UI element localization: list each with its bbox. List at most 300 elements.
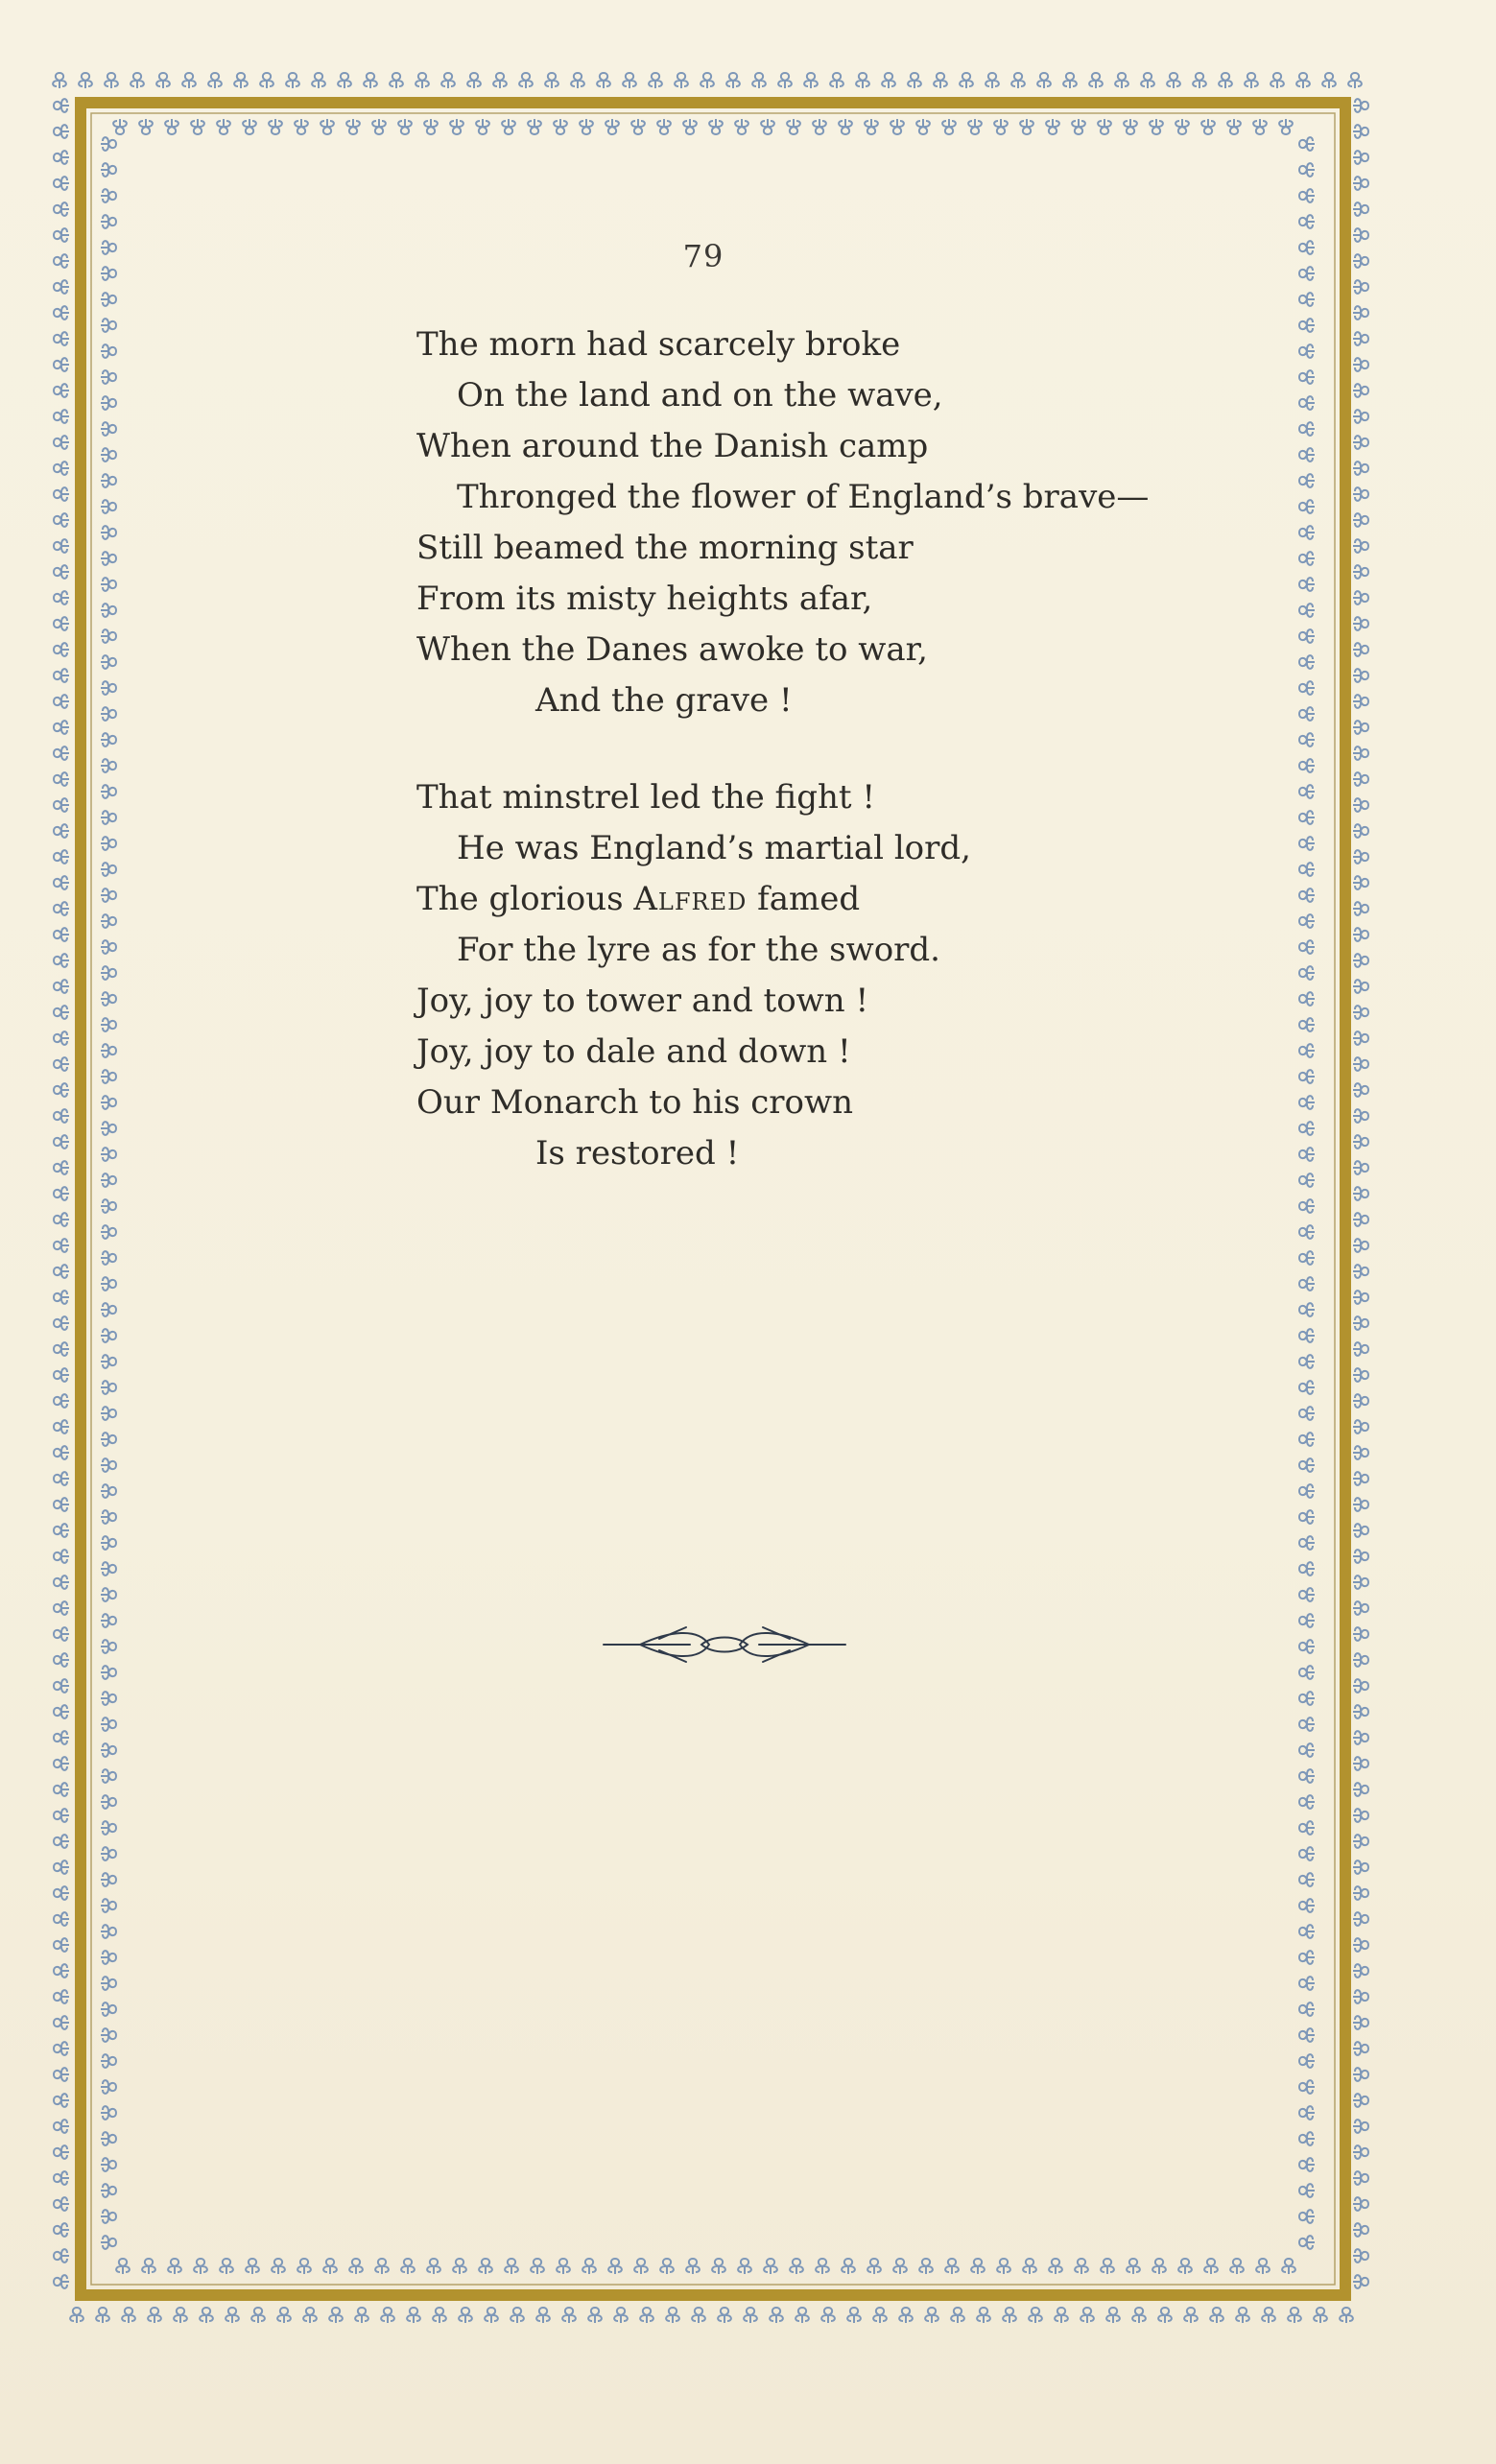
fleuron-icon [1098, 119, 1111, 134]
fleuron-icon [1353, 539, 1368, 553]
fleuron-icon [101, 1122, 116, 1135]
fleuron-icon [1353, 1938, 1368, 1952]
fleuron-icon [1299, 655, 1315, 669]
fleuron-icon [269, 119, 282, 134]
fleuron-icon [1299, 293, 1315, 306]
fleuron-icon [1353, 410, 1368, 423]
fleuron-icon [1037, 73, 1051, 88]
fleuron-icon [1299, 2184, 1315, 2197]
fleuron-icon [476, 119, 489, 134]
fleuron-icon [580, 119, 593, 134]
fleuron-icon [1299, 1588, 1315, 1601]
fleuron-icon [101, 1251, 116, 1265]
fleuron-icon [101, 707, 116, 721]
fleuron-icon [54, 850, 69, 864]
fleuron-icon [54, 2094, 69, 2107]
fleuron-icon [79, 73, 92, 88]
fleuron-icon [349, 2259, 363, 2274]
fleuron-icon [453, 2259, 466, 2274]
fleuron-icon [54, 1394, 69, 1408]
fleuron-icon [54, 358, 69, 371]
fleuron-icon [70, 2308, 83, 2323]
fleuron-icon [312, 73, 325, 88]
fleuron-icon [945, 2259, 959, 2274]
fleuron-icon [54, 1420, 69, 1433]
fleuron-icon [54, 1213, 69, 1226]
fleuron-icon [101, 629, 116, 643]
fleuron-icon [1353, 1835, 1368, 1848]
fleuron-icon [101, 1225, 116, 1239]
fleuron-icon [54, 1291, 69, 1304]
fleuron-icon [54, 1083, 69, 1097]
fleuron-icon [666, 2308, 679, 2323]
fleuron-icon [1299, 1303, 1315, 1316]
fleuron-icon [101, 1484, 116, 1498]
fleuron-icon [899, 2308, 913, 2323]
fleuron-icon [1299, 1769, 1315, 1783]
fleuron-icon [54, 513, 69, 527]
fleuron-icon [813, 119, 826, 134]
fleuron-icon [1210, 2308, 1223, 2323]
fleuron-icon [1299, 1795, 1315, 1809]
fleuron-icon [101, 422, 116, 436]
fleuron-icon [1080, 2308, 1094, 2323]
fleuron-icon [101, 2028, 116, 2042]
fleuron-icon [916, 119, 930, 134]
fleuron-icon [701, 73, 714, 88]
fleuron-icon [1299, 785, 1315, 798]
fleuron-icon [882, 73, 895, 88]
fleuron-icon [1072, 119, 1085, 134]
fleuron-icon [1299, 137, 1315, 151]
fleuron-icon [528, 119, 541, 134]
fleuron-icon [101, 604, 116, 617]
fleuron-icon [54, 2042, 69, 2055]
fleuron-icon [101, 1510, 116, 1524]
fleuron-icon [54, 487, 69, 501]
fleuron-icon [1299, 1199, 1315, 1213]
fleuron-icon [101, 1821, 116, 1835]
fleuron-icon [1353, 332, 1368, 345]
fleuron-icon [1353, 1912, 1368, 1926]
fleuron-icon [1353, 151, 1368, 164]
fleuron-icon [1101, 2259, 1114, 2274]
fleuron-icon [1353, 1653, 1368, 1667]
fleuron-icon [1299, 396, 1315, 410]
fleuron-icon [1299, 629, 1315, 643]
fleuron-icon [54, 1912, 69, 1926]
fleuron-icon [1299, 1536, 1315, 1550]
fleuron-icon [54, 772, 69, 786]
fleuron-icon [1299, 2002, 1315, 2016]
fleuron-icon [1227, 119, 1241, 134]
fleuron-icon [1353, 2068, 1368, 2081]
stanza-1 [416, 320, 1184, 726]
fleuron-icon [243, 119, 256, 134]
fleuron-icon [1353, 2120, 1368, 2133]
fleuron-icon [54, 1135, 69, 1149]
fleuron-icon [101, 552, 116, 565]
fleuron-icon [191, 119, 204, 134]
fleuron-icon [1340, 2308, 1353, 2323]
fleuron-icon [634, 2259, 648, 2274]
fleuron-icon [101, 319, 116, 332]
fleuron-icon [890, 119, 904, 134]
fleuron-icon [1353, 202, 1368, 216]
fleuron-icon [1299, 1640, 1315, 1653]
fleuron-icon [795, 2308, 809, 2323]
fleuron-icon [1353, 1472, 1368, 1485]
fleuron-icon [1152, 2259, 1166, 2274]
fleuron-icon [1353, 1316, 1368, 1330]
fleuron-icon [1353, 1446, 1368, 1459]
fleuron-icon [101, 2236, 116, 2249]
fleuron-icon [1299, 2106, 1315, 2120]
fleuron-icon [1299, 707, 1315, 721]
fleuron-icon [101, 1873, 116, 1886]
fleuron-icon [101, 1303, 116, 1316]
fleuron-icon [54, 1990, 69, 2003]
fleuron-icon [1353, 876, 1368, 889]
fleuron-icon [1353, 1627, 1368, 1641]
fleuron-icon [54, 1446, 69, 1459]
fleuron-icon [1353, 565, 1368, 579]
fleuron-icon [54, 2275, 69, 2288]
fleuron-icon [1299, 1381, 1315, 1394]
fleuron-icon [226, 2308, 239, 2323]
fleuron-icon [1353, 462, 1368, 475]
fleuron-icon [101, 1536, 116, 1550]
fleuron-icon [54, 1679, 69, 1693]
fleuron-icon [54, 2197, 69, 2211]
fleuron-icon [234, 73, 248, 88]
fleuron-icon [54, 954, 69, 967]
fleuron-icon [1299, 1925, 1315, 1938]
fleuron-icon [101, 370, 116, 384]
fleuron-icon [131, 73, 144, 88]
fleuron-icon [1299, 578, 1315, 591]
fleuron-icon [1299, 863, 1315, 876]
fleuron-icon [934, 73, 947, 88]
fleuron-icon [101, 1433, 116, 1446]
fleuron-icon [1178, 2259, 1192, 2274]
fleuron-icon [54, 1938, 69, 1952]
fleuron-icon [101, 344, 116, 358]
fleuron-icon [1299, 992, 1315, 1006]
fleuron-icon [101, 1199, 116, 1213]
fleuron-icon [712, 2259, 725, 2274]
fleuron-icon [597, 73, 610, 88]
fleuron-icon [919, 2259, 933, 2274]
poem-line: Joy, joy to tower and town ! [416, 982, 869, 1020]
fleuron-icon [156, 73, 170, 88]
fleuron-icon [1353, 1342, 1368, 1356]
fleuron-icon [1193, 73, 1206, 88]
fleuron-icon [1353, 513, 1368, 527]
fleuron-icon [54, 1006, 69, 1019]
fleuron-icon [614, 2308, 628, 2323]
fleuron-icon [105, 73, 118, 88]
fleuron-icon [1299, 1666, 1315, 1679]
fleuron-icon [718, 2308, 731, 2323]
fleuron-icon [116, 2259, 130, 2274]
fleuron-icon [1299, 2028, 1315, 2042]
fleuron-icon [1353, 1239, 1368, 1252]
fleuron-icon [479, 2259, 492, 2274]
fleuron-icon [1353, 902, 1368, 915]
poem-line-start: The glorious [416, 880, 634, 918]
fleuron-icon [1299, 1510, 1315, 1524]
fleuron-icon [54, 2016, 69, 2029]
poem-line: Our Monarch to his crown [416, 1083, 854, 1122]
fleuron-icon [686, 2259, 700, 2274]
fleuron-icon [1299, 422, 1315, 436]
fleuron-icon [101, 992, 116, 1006]
fleuron-icon [101, 1018, 116, 1031]
fleuron-icon [842, 2259, 855, 2274]
fleuron-icon [101, 863, 116, 876]
fleuron-icon [1299, 344, 1315, 358]
fleuron-icon [427, 2259, 440, 2274]
fleuron-icon [1299, 448, 1315, 462]
fleuron-icon [303, 2308, 317, 2323]
fleuron-icon [286, 73, 299, 88]
fleuron-icon [1282, 2259, 1295, 2274]
fleuron-icon [113, 119, 127, 134]
fleuron-icon [101, 811, 116, 824]
fleuron-icon [323, 2259, 337, 2274]
fleuron-icon [407, 2308, 420, 2323]
fleuron-icon [994, 119, 1008, 134]
fleuron-icon [101, 396, 116, 410]
fleuron-icon [1184, 2308, 1198, 2323]
fleuron-icon [54, 617, 69, 630]
fleuron-icon [54, 1316, 69, 1330]
fleuron-icon [54, 436, 69, 449]
fleuron-icon [761, 119, 774, 134]
fleuron-icon [101, 1692, 116, 1705]
fleuron-icon [1353, 746, 1368, 760]
fleuron-icon [54, 306, 69, 320]
fleuron-icon [816, 2259, 829, 2274]
fleuron-icon [54, 643, 69, 656]
fleuron-icon [1353, 125, 1368, 138]
fleuron-icon [101, 1614, 116, 1627]
fleuron-icon [1353, 850, 1368, 864]
fleuron-icon [1299, 500, 1315, 513]
fleuron-icon [1175, 119, 1189, 134]
fleuron-icon [101, 215, 116, 228]
fleuron-icon [101, 1562, 116, 1576]
fleuron-icon [101, 578, 116, 591]
fleuron-icon [735, 119, 748, 134]
fleuron-icon [54, 462, 69, 475]
fleuron-icon [1158, 2308, 1172, 2323]
fleuron-icon [1204, 2259, 1218, 2274]
poem-line-end: famed [747, 880, 861, 918]
fleuron-icon [1353, 2094, 1368, 2107]
fleuron-icon [1299, 189, 1315, 202]
fleuron-icon [1353, 980, 1368, 993]
fleuron-icon [101, 1148, 116, 1161]
fleuron-icon [54, 565, 69, 579]
fleuron-icon [54, 1524, 69, 1537]
fleuron-icon [557, 2259, 570, 2274]
fleuron-icon [1353, 1757, 1368, 1770]
fleuron-icon [770, 2308, 783, 2323]
fleuron-icon [54, 410, 69, 423]
fleuron-icon [1299, 1148, 1315, 1161]
fleuron-icon [101, 966, 116, 980]
fleuron-icon [606, 119, 619, 134]
fleuron-icon [893, 2259, 907, 2274]
fleuron-icon [54, 1161, 69, 1174]
fleuron-icon [1353, 1601, 1368, 1615]
fleuron-icon [101, 914, 116, 928]
fleuron-icon [925, 2308, 938, 2323]
fleuron-icon [1011, 73, 1025, 88]
fleuron-icon [54, 1109, 69, 1123]
fleuron-icon [660, 2259, 674, 2274]
fleuron-icon [54, 1731, 69, 1744]
fleuron-icon [54, 202, 69, 216]
fleuron-icon [101, 681, 116, 695]
fleuron-icon [1353, 280, 1368, 294]
fleuron-icon [217, 119, 230, 134]
fleuron-icon [54, 1835, 69, 1848]
fleuron-icon [1353, 1705, 1368, 1718]
fleuron-icon [1299, 888, 1315, 902]
fleuron-icon [54, 2249, 69, 2263]
fleuron-icon [101, 2054, 116, 2068]
fleuron-icon [1353, 591, 1368, 604]
fleuron-icon [1353, 1161, 1368, 1174]
fleuron-icon [54, 384, 69, 397]
fleuron-icon [272, 2259, 285, 2274]
fleuron-icon [101, 2132, 116, 2145]
fleuron-icon [398, 119, 412, 134]
fleuron-icon [101, 888, 116, 902]
fleuron-icon [208, 73, 222, 88]
fleuron-icon [338, 73, 351, 88]
fleuron-icon [1075, 2259, 1088, 2274]
fleuron-icon [1353, 2223, 1368, 2237]
fleuron-icon [101, 2106, 116, 2120]
fleuron-icon [1299, 604, 1315, 617]
fleuron-icon [1353, 99, 1368, 112]
fleuron-icon [54, 1653, 69, 1667]
fleuron-icon [165, 119, 178, 134]
fleuron-icon [139, 119, 153, 134]
fleuron-icon [1299, 215, 1315, 228]
fleuron-icon [1353, 1964, 1368, 1978]
fleuron-icon [545, 73, 558, 88]
fleuron-icon [787, 119, 800, 134]
fleuron-icon [390, 73, 403, 88]
fleuron-icon [1353, 669, 1368, 682]
fleuron-icon [608, 2259, 622, 2274]
fleuron-icon [101, 1666, 116, 1679]
fleuron-icon [101, 2210, 116, 2223]
fleuron-icon [54, 1705, 69, 1718]
fleuron-icon [1029, 2308, 1042, 2323]
fleuron-icon [54, 1964, 69, 1978]
fleuron-icon [1115, 73, 1128, 88]
fleuron-icon [1299, 1173, 1315, 1187]
fleuron-icon [101, 2184, 116, 2197]
fleuron-icon [101, 1588, 116, 1601]
fleuron-icon [1299, 1225, 1315, 1239]
fleuron-icon [54, 1368, 69, 1382]
fleuron-icon [709, 119, 723, 134]
fleuron-icon [101, 137, 116, 151]
fleuron-icon [101, 500, 116, 513]
fleuron-icon [502, 119, 515, 134]
fleuron-icon [1201, 119, 1215, 134]
fleuron-icon [1023, 2259, 1036, 2274]
fleuron-icon [54, 1498, 69, 1511]
fleuron-icon [1353, 2197, 1368, 2211]
fleuron-icon [251, 2308, 265, 2323]
fleuron-icon [441, 73, 455, 88]
fleuron-icon [200, 2308, 213, 2323]
fleuron-icon [1003, 2308, 1016, 2323]
poem-line: On the land and on the wave, [457, 376, 943, 415]
fleuron-icon [1353, 695, 1368, 708]
fleuron-icon [101, 474, 116, 487]
fleuron-icon [1141, 73, 1154, 88]
fleuron-icon [54, 721, 69, 734]
fleuron-icon [839, 119, 852, 134]
fleuron-icon [856, 73, 869, 88]
fleuron-icon [1299, 1018, 1315, 1031]
fleuron-icon [54, 824, 69, 838]
fleuron-icon [1299, 1096, 1315, 1109]
fleuron-icon [1353, 1368, 1368, 1382]
poem-line: The morn had scarcely broke [416, 325, 901, 364]
fleuron-icon [1299, 1407, 1315, 1420]
fleuron-icon [752, 73, 766, 88]
fleuron-icon [804, 73, 818, 88]
fleuron-icon [588, 2308, 602, 2323]
fleuron-icon [865, 119, 878, 134]
fleuron-icon [54, 902, 69, 915]
fleuron-icon [1353, 643, 1368, 656]
fleuron-icon [54, 1886, 69, 1900]
fleuron-icon [960, 73, 973, 88]
fleuron-icon [1353, 824, 1368, 838]
fleuron-icon [1299, 1329, 1315, 1342]
fleuron-icon [1353, 1265, 1368, 1278]
fleuron-icon [54, 1342, 69, 1356]
fleuron-icon [101, 189, 116, 202]
fleuron-icon [53, 73, 66, 88]
fleuron-icon [1353, 358, 1368, 371]
fleuron-icon [101, 1173, 116, 1187]
fleuron-icon [101, 2158, 116, 2171]
fleuron-icon [1353, 436, 1368, 449]
fleuron-icon [1353, 1886, 1368, 1900]
poem-line [416, 874, 1184, 925]
fleuron-icon [1299, 1821, 1315, 1835]
fleuron-icon [1299, 1718, 1315, 1731]
fleuron-icon [101, 293, 116, 306]
fleuron-icon [101, 1795, 116, 1809]
fleuron-icon [54, 746, 69, 760]
fleuron-icon [372, 119, 386, 134]
poem-line: For the lyre as for the sword. [457, 931, 940, 969]
fleuron-icon [1063, 73, 1077, 88]
